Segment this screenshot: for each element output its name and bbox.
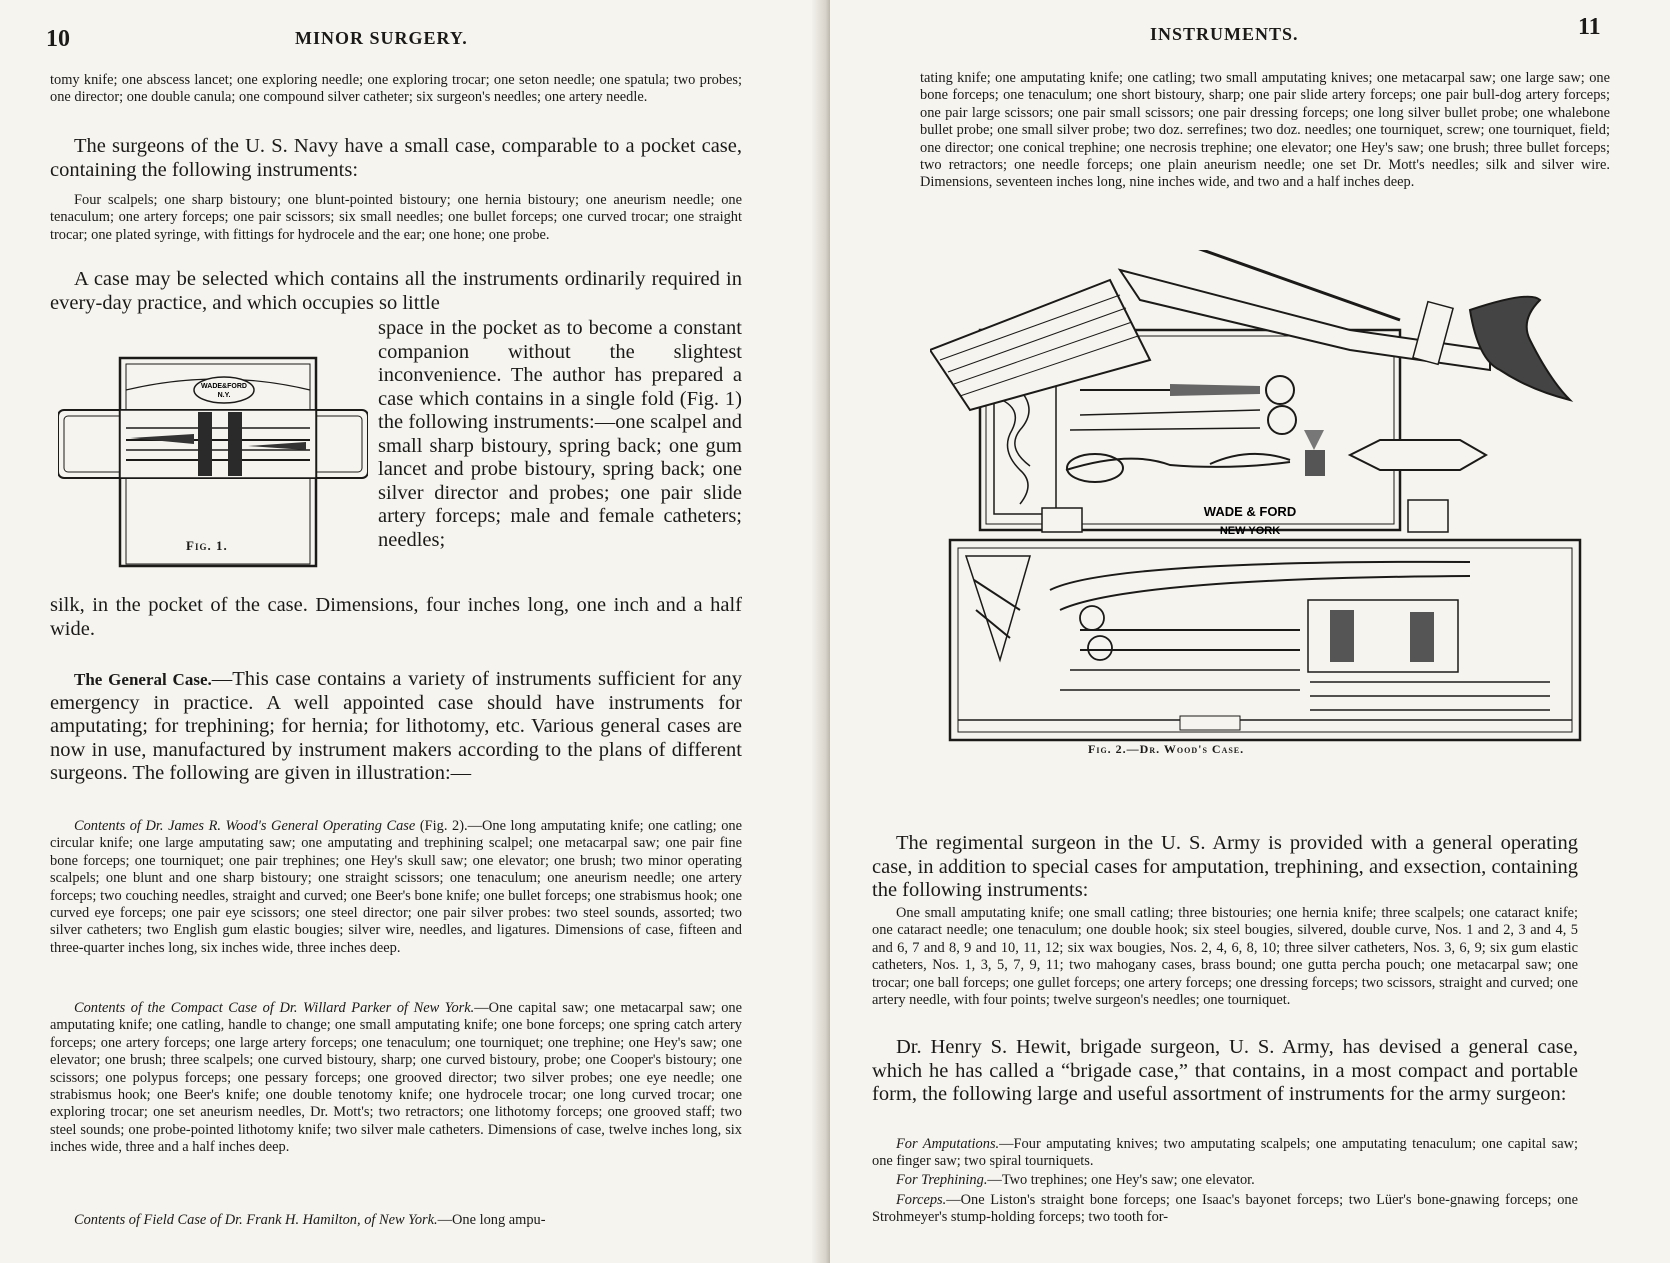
right-para-army: The regimental surgeon in the U. S. Army is provided with a general operating case, in addition to special cases for amputation, trephining, and exsection, containing the following instruments: — [872, 832, 1578, 901]
left-para-case-end: silk, in the pocket of the case. Dimensions, four inches long, one inch and a half wide. — [50, 594, 742, 640]
right-para-top: tating knife; one amputating knife; one catling; two small amputating knives; one metacarpal saw; one large saw; one bone forceps; one tenaculum; one short bistoury, sharp; one pair slide artery forceps; one pair bull-dog artery forceps; one pair large scissors; one pair small scissors; one pair dressing forceps; one long silver bullet probe; one whalebone bullet probe; one small silver probe; two doz. serrefines; two doz. needles; one tourniquet, screw; one tourniquet, field; one director; one conical trephine; one necrosis trephine; one elevator; one Hey's saw; one brush; three bullet forceps; two retractors; one needle forceps; one plain aneurism needle; one set Dr. Mott's needles; silk and silver wire. Dimensions, seventeen inches long, nine inches wide, and two and a half inches deep. — [920, 70, 1610, 191]
trephining-lead: For Trephining. — [896, 1172, 988, 1188]
right-para-hewit: Dr. Henry S. Hewit, brigade surgeon, U. S. Army, has devised a general case, which he has called a “brigade case,” that contains, in a most compact and portable form, the following large and useful assortment of instruments for the army surgeon: — [872, 1036, 1578, 1105]
left-general-case — [50, 668, 742, 786]
svg-text:WADE&FORD: WADE&FORD — [201, 383, 247, 390]
forceps-lead: Forceps. — [896, 1192, 947, 1208]
left-wood-contents — [50, 818, 742, 957]
left-para-case-side: space in the pocket as to become a constant companion without the slightest inconvenience. The author has prepared a case which contains in a single fold (Fig. 1) the following instruments:—one scalpel and small sharp bistoury, spring back; one gum lancet and probe bistoury, spring back; one silver director and probes; one pair slide artery forceps; male and female catheters; needles; — [378, 317, 742, 551]
right-forceps — [872, 1192, 1578, 1227]
amputations-text: —Four amputating knives; two amputating scalpels; one amputating tenaculum; one capital saw; one finger saw; two spiral tourniquets. — [872, 1136, 1579, 1170]
right-running-head: INSTRUMENTS. — [1150, 24, 1299, 44]
hamilton-lead: Contents of Field Case of Dr. Frank H. Hamilton, of New York. — [74, 1212, 438, 1228]
right-amputations — [872, 1136, 1578, 1171]
forceps-text: —One Liston's straight bone forceps; one Isaac's bayonet forceps; two Lüer's bone-gnawing forceps; one Strohmeyer's stump-holding forceps; two tooth for- — [872, 1192, 1578, 1226]
figure-1-caption: Fig. 1. — [186, 538, 228, 553]
figure-2 — [930, 250, 1590, 780]
pocket-case-illustration — [58, 350, 368, 590]
amputations-lead: For Amputations. — [896, 1136, 1000, 1152]
wood-lead: Contents of Dr. James R. Wood's General Operating Case — [74, 818, 416, 834]
left-page — [0, 0, 826, 1263]
parker-text: —One capital saw; one metacarpal saw; one amputating knife; one catling, handle to change; one small amputating knife; one bone forceps; one spring catch artery forceps; one artery forceps; one large artery forceps; one tenaculum; one tourniquet; one trephine; one Hey's saw; one elevator; one brush; three scalpels; one curved bistoury, sharp; one curved bistoury, probe; one Cooper's bistoury; one scissors; one polypus forceps; one pessary forceps; one grooved director; two silver probes; one eye needle; one strabismus hook; one Beer's knife; one double tenotomy knife; one hydrocele trocar; one long curved trocar; one exploring trocar; one set aneurism needles, Dr. Mott's; two retractors; one lithotomy forceps; one grooved staff; two steel sounds; one probe-pointed lithotomy knife; two silver male catheters. Dimensions of case, twelve inches long, six inches wide, three and a half inches deep. — [50, 1000, 742, 1156]
left-para-top: tomy knife; one abscess lancet; one exploring needle; one exploring trocar; one seton needle; one spatula; two probes; one director; one double canula; one compound silver catheter; six surgeon's needles; one artery needle. — [50, 72, 742, 106]
right-page-number: 11 — [1578, 14, 1601, 40]
left-list-navy: Four scalpels; one sharp bistoury; one blunt-pointed bistoury; one hernia bistoury; one aneurism needle; one tenaculum; one artery forceps; one pair scissors; six small needles; one bullet forceps; one curved trocar; one straight trocar; one plated syringe, with fittings for hydrocele and the ear; one hone; one probe. — [50, 192, 742, 243]
parker-lead: Contents of the Compact Case of Dr. Willard Parker of New York. — [74, 1000, 475, 1016]
left-running-head: MINOR SURGERY. — [295, 28, 468, 48]
left-page-number: 10 — [46, 26, 70, 52]
figure-2-caption: Fig. 2.—Dr. Wood's Case. — [1088, 742, 1245, 756]
general-case-heading: The General Case. — [74, 670, 212, 689]
svg-text:N.Y.: N.Y. — [217, 392, 231, 399]
hamilton-text: —One long ampu- — [437, 1212, 546, 1228]
left-parker-contents — [50, 1000, 742, 1157]
wood-text: (Fig. 2).—One long amputating knife; one catling; one circular knife; one large amputating saw; one amputating and trephining scalpel; one metacarpal saw; one pair fine bone forceps; one tourniquet; one pair trephines; one Hey's skull saw; one elevator; one brush; two minor operating scalpels; one blunt and one sharp bistoury; one straight scissors; one tenaculum; one aneurism needle; one artery forceps; two couching needles, straight and curved; one Beer's bone knife; one bullet forceps; one strabismus hook; one curved eye forceps; one pair eye scissors; one steel director; one pair silver probes: two steel sounds, assorted; two silver catheters; two English gum elastic bougies; silver wire, needles, and ligatures. Dimensions of case, fifteen and three-quarter inches long, six inches wide, three inches deep. — [50, 818, 742, 956]
fig2-maker-line1: WADE & FORD — [1203, 504, 1297, 519]
left-para-case-intro: A case may be selected which contains all the instruments ordinarily required in every-day practice, and which occupies so little — [50, 268, 742, 314]
right-list-army: One small amputating knife; one small catling; three bistouries; one hernia knife; three scalpels; one cataract knife; one cataract needle; one tenaculum; one double hook; six steel bougies, silvered, double curve, Nos. 1 and 2, 3 and 4, 5 and 6, 7 and 8, 9 and 10, 11, 12; six wax bougies, Nos. 2, 4, 6, 8, 10; three silver catheters, Nos. 3, 6, 9; six gum elastic catheters, Nos. 1, 3, 5, 7, 9, 11; two mahogany cases, brass bound; one gutta percha pouch; one metacarpal saw; one trocar; one ball forceps; one gullet forceps; one artery forceps; one dressing forceps; two scissors, straight and curved; one artery needle, with four points; twelve surgeon's needles; one tourniquet. — [872, 905, 1578, 1009]
figure-1 — [58, 350, 368, 590]
trephining-text: —Two trephines; one Hey's saw; one elevator. — [987, 1172, 1255, 1188]
fig2-maker-line2: NEW YORK — [1219, 525, 1281, 537]
left-hamilton-contents — [50, 1212, 742, 1229]
left-para-navy: The surgeons of the U. S. Navy have a small case, comparable to a pocket case, containing the following instruments: — [50, 135, 742, 181]
right-page — [830, 0, 1670, 1263]
woods-case-illustration — [930, 250, 1590, 750]
general-case-text: —This case contains a variety of instruments sufficient for any emergency in practice. A well appointed case should have instruments for amputating; for trephining; for hernia; for lithotomy, etc. Various general cases are now in use, manufactured by instrument makers according to the plans of different surgeons. The following are given in illustration:— — [50, 668, 742, 784]
right-trephining — [872, 1172, 1578, 1189]
